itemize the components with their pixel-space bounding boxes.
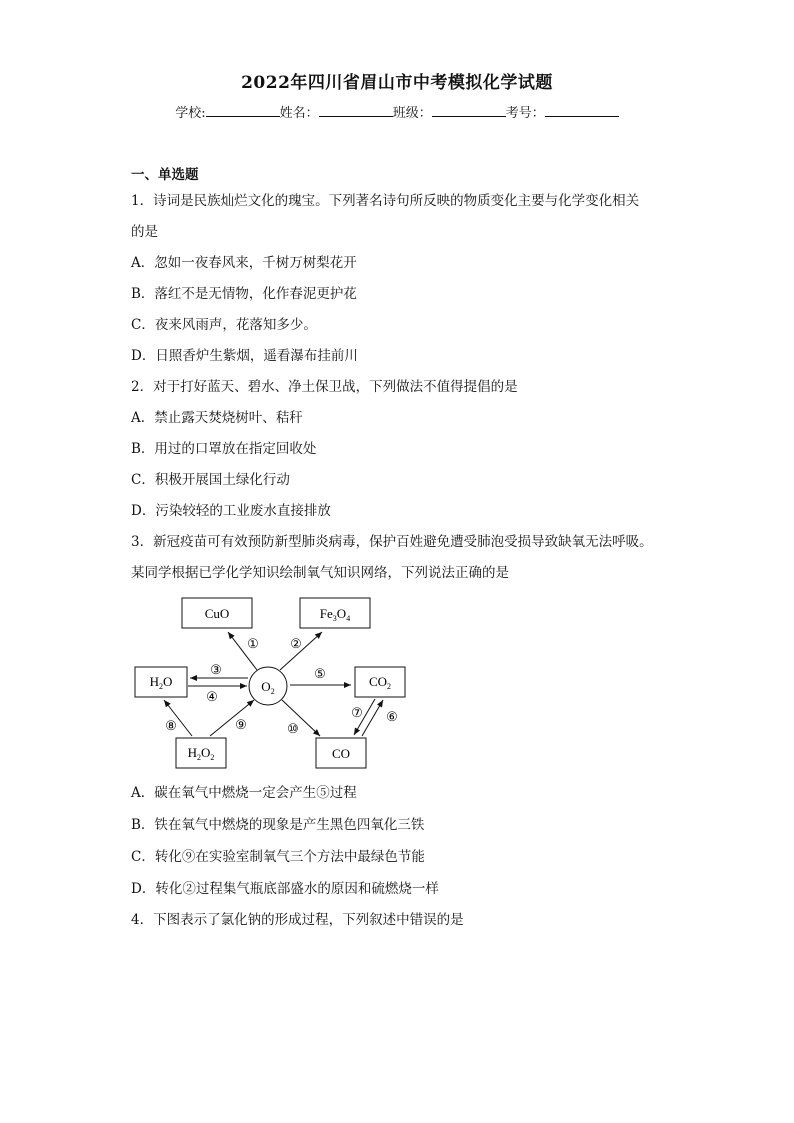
co-label: CO	[331, 746, 351, 761]
fe3o4-box	[300, 598, 370, 628]
school-label: 学校:	[175, 106, 206, 121]
q2-option-b: B．用过的口罩放在指定回收处	[131, 441, 317, 457]
q3-option-d: D．转化②过程集气瓶底部盛水的原因和硫燃烧一样	[131, 881, 439, 897]
section-title: 一、单选题	[131, 167, 199, 183]
q3-option-c: C．转化⑨在实验室制氧气三个方法中最绿色节能	[131, 849, 425, 865]
label-2: ②	[290, 636, 302, 651]
h2o2-label: $H_2O_2$	[187, 745, 215, 762]
q4-stem: 4．下图表示了氯化钠的形成过程，下列叙述中错误的是	[131, 912, 464, 928]
label-7: ⑦	[351, 705, 363, 720]
q1-option-b: B．落红不是无情物，化作春泥更护花	[131, 286, 357, 302]
q1-stem-line2: 的是	[131, 224, 158, 240]
fe3o4-label: $Fe_3O_4$	[319, 606, 351, 623]
h2o-label: $H_2O$	[149, 674, 173, 691]
name-label: 姓名：	[279, 106, 319, 121]
label-6: ⑥	[386, 709, 398, 724]
label-5: ⑤	[314, 666, 326, 681]
co2-label: $CO_2$	[368, 674, 392, 691]
q1-option-d: D．日照香炉生紫烟，遥看瀑布挂前川	[131, 348, 358, 364]
name-blank	[319, 102, 393, 117]
q3-stem-line1: 3．新冠疫苗可有效预防新型肺炎病毒，保护百姓避免遭受肺泡受损导致缺氧无法呼吸。	[131, 534, 653, 550]
student-info-line	[0, 102, 794, 121]
arrow-9	[210, 700, 254, 736]
q3-option-a: A．碳在氧气中燃烧一定会产生⑤过程	[131, 785, 357, 801]
q1-option-a: A．忽如一夜春风来，千树万树梨花开	[131, 255, 357, 271]
label-10: ⑩	[287, 721, 299, 736]
q2-stem: 2．对于打好蓝天、碧水、净土保卫战，下列做法不值得提倡的是	[131, 379, 518, 395]
q2-option-c: C．积极开展国土绿化行动	[131, 472, 290, 488]
q2-option-d: D．污染较轻的工业废水直接排放	[131, 503, 331, 519]
oxygen-network-diagram	[130, 590, 430, 775]
class-blank	[432, 102, 506, 117]
label-9: ⑨	[235, 717, 247, 732]
label-4: ④	[206, 689, 218, 704]
label-8: ⑧	[165, 718, 177, 733]
exam-no-label: 考号：	[505, 106, 545, 121]
q1-option-c: C．夜来风雨声，花落知多少。	[131, 317, 317, 333]
q2-option-a: A．禁止露天焚烧树叶、秸秆	[131, 410, 303, 426]
q3-option-b: B．铁在氧气中燃烧的现象是产生黑色四氧化三铁	[131, 817, 425, 833]
label-3: ③	[210, 662, 222, 677]
exam-title: 2022年四川省眉山市中考模拟化学试题	[241, 73, 553, 93]
q1-stem-line1: 1．诗词是民族灿烂文化的瑰宝。下列著名诗句所反映的物质变化主要与化学变化相关	[131, 193, 640, 209]
q3-stem-line2: 某同学根据已学化学知识绘制氧气知识网络，下列说法正确的是	[131, 565, 509, 581]
o2-label: $O_2$	[261, 679, 275, 696]
label-1: ①	[247, 636, 259, 651]
class-label: 班级：	[392, 106, 432, 121]
exam-no-blank	[545, 102, 619, 117]
arrow-6	[362, 700, 383, 736]
cuo-label: CuO	[204, 606, 230, 621]
school-blank	[206, 102, 280, 117]
